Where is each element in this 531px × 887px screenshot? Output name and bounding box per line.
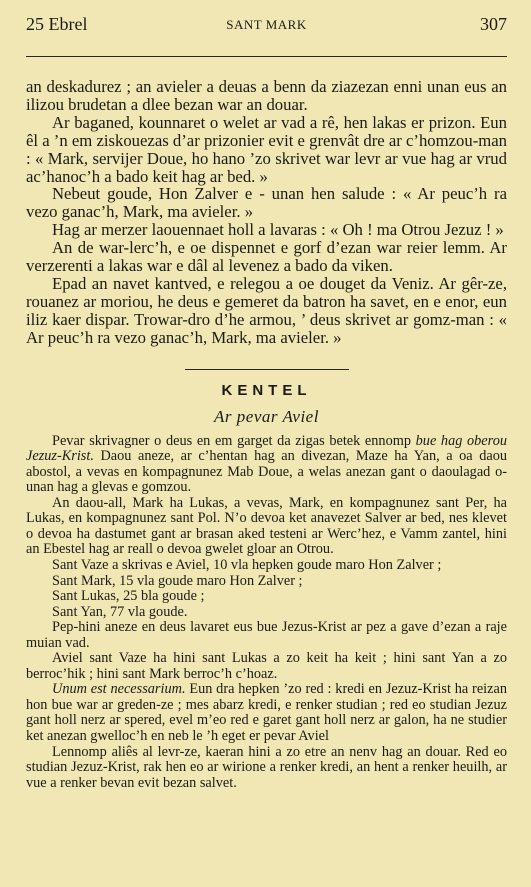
- text-run: Lennomp aliês al levr-ze, kaeran hini a zo etre an nenv hag an douar. Red eo studian Jezuz-Krist, rak hen eo ar wirione a renker kredi, an hent a renker heuilh, ar vue a renker bevan evit bezan salvet.: [26, 743, 507, 791]
- header-title: SANT MARK: [226, 17, 307, 32]
- text-run: Pevar skrivagner o deus en em garget da zigas betek ennomp: [52, 432, 416, 449]
- page-number: 307: [480, 14, 507, 34]
- section-divider: [185, 369, 349, 370]
- paragraph: an deskadurez ; an avieler a deuas a benn da ziazezan enni unan eus an ilizou brudetan a dlee bezan war an douar.: [26, 77, 507, 114]
- lesson-paragraph: [26, 605, 507, 621]
- italic-phrase: bue hag oberou Jezuz-Krist.: [26, 432, 507, 465]
- text-run: Sant Yan, 77 vla goude.: [52, 603, 188, 620]
- text-run: Daou aneze, ar c’hentan hag an divezan, Maze ha Yan, a oa daou abostol, a vevas en kompagnunez Mab Doue, a welas anezan gant o daoulagad o-unan hag a glevas e gomzou.: [26, 448, 507, 496]
- paragraph: Epad an navet kantved, e relegou a oe douget da Veniz. Ar gêr-ze, rouanez ar moriou, he deus e gemeret da batron ha savet, en e enor, eun iliz kaer dispar. Trowar-dro d’he armou, ’ deus skrivet ar gomz-man : « Ar peuc’h ra vezo ganac’h, Mark, ma avieler. »: [26, 273, 507, 347]
- lesson-paragraph: [26, 589, 507, 605]
- header-rule: [26, 56, 507, 57]
- lesson-paragraph: [26, 682, 507, 744]
- section-heading: KENTEL: [221, 381, 312, 399]
- section-subtitle: Ar pevar Aviel: [214, 406, 319, 426]
- text-run: Eun dra hepken ’zo red : kredi en Jezuz-Krist ha reizan hon bue war ar greden-ze ; mes abarz kredi, e renker studian ; red eo studian Jezuz gant holl nerz ar spered, evel m’eo red e garet gant holl nerz ar galon, ha ne studier ket anezan gwelloc’h en neb le ’h eget er pevar Aviel: [26, 681, 507, 744]
- lesson-paragraph: [26, 651, 507, 682]
- main-text: [26, 78, 507, 347]
- lesson-paragraph: [26, 574, 507, 590]
- text-run: Sant Mark, 15 vla goude maro Hon Zalver ;: [52, 572, 303, 589]
- italic-phrase: Unum est necessarium.: [52, 681, 186, 698]
- text-run: Sant Vaze a skrivas e Aviel, 10 vla hepken goude maro Hon Zalver ;: [52, 556, 442, 573]
- lesson-text: [26, 434, 507, 792]
- running-header: [26, 12, 507, 34]
- lesson-paragraph: [26, 558, 507, 574]
- lesson-paragraph: [26, 496, 507, 558]
- paragraph: Ar baganed, kounnaret o welet ar vad a rê, hen lakas er prizon. Eun êl a ’n em ziskouezas d’ar prizonier evit e grenvât dre ar c’homzou-man : « Mark, servijer Doue, ho hano ’zo skrivet war levr ar vue hag ar vrud ac’hanoc’h a bado keit hag ar bed. »: [26, 112, 507, 186]
- text-run: Sant Lukas, 25 bla goude ;: [52, 588, 205, 605]
- header-date: 25 Ebrel: [26, 14, 88, 34]
- paragraph: An de war-lerc’h, e oe dispennet e gorf d’ezan war reier lemm. Ar verzerenti a lakas war e dâl al levenez a bado da viken.: [26, 238, 507, 276]
- text-run: Pep-hini aneze en deus lavaret eus bue Jezus-Krist ar pez a gave d’ezan a raje muian vad.: [26, 619, 507, 651]
- text-run: An daou-all, Mark ha Lukas, a vevas, Mark, en kompagnunez sant Per, ha Lukas, en kompagnunez sant Pol. N’o devoa ket anavezet Salver ar bed, nes klevet o devoa ha dastumet gant ar brasan aked testeni ar Werc’hez, e Vamm zantel, hini an Ebestel hag ar reall o devoa gwelet gloar an Otrou.: [26, 494, 507, 558]
- lesson-paragraph: [26, 745, 507, 792]
- lesson-paragraph: [26, 434, 507, 496]
- paragraph: Nebeut goude, Hon Zalver e - unan hen salude : « Ar peuc’h ra vezo ganac’h, Mark, ma avieler. »: [26, 184, 507, 222]
- paragraph: Hag ar merzer laouennaet holl a lavaras : « Oh ! ma Otrou Jezuz ! »: [52, 220, 504, 240]
- text-run: Aviel sant Vaze ha hini sant Lukas a zo keit ha keit ; hini sant Yan a zo berroc’hik ; hini sant Mark berroc’h c’hoaz.: [26, 650, 507, 682]
- lesson-paragraph: [26, 620, 507, 651]
